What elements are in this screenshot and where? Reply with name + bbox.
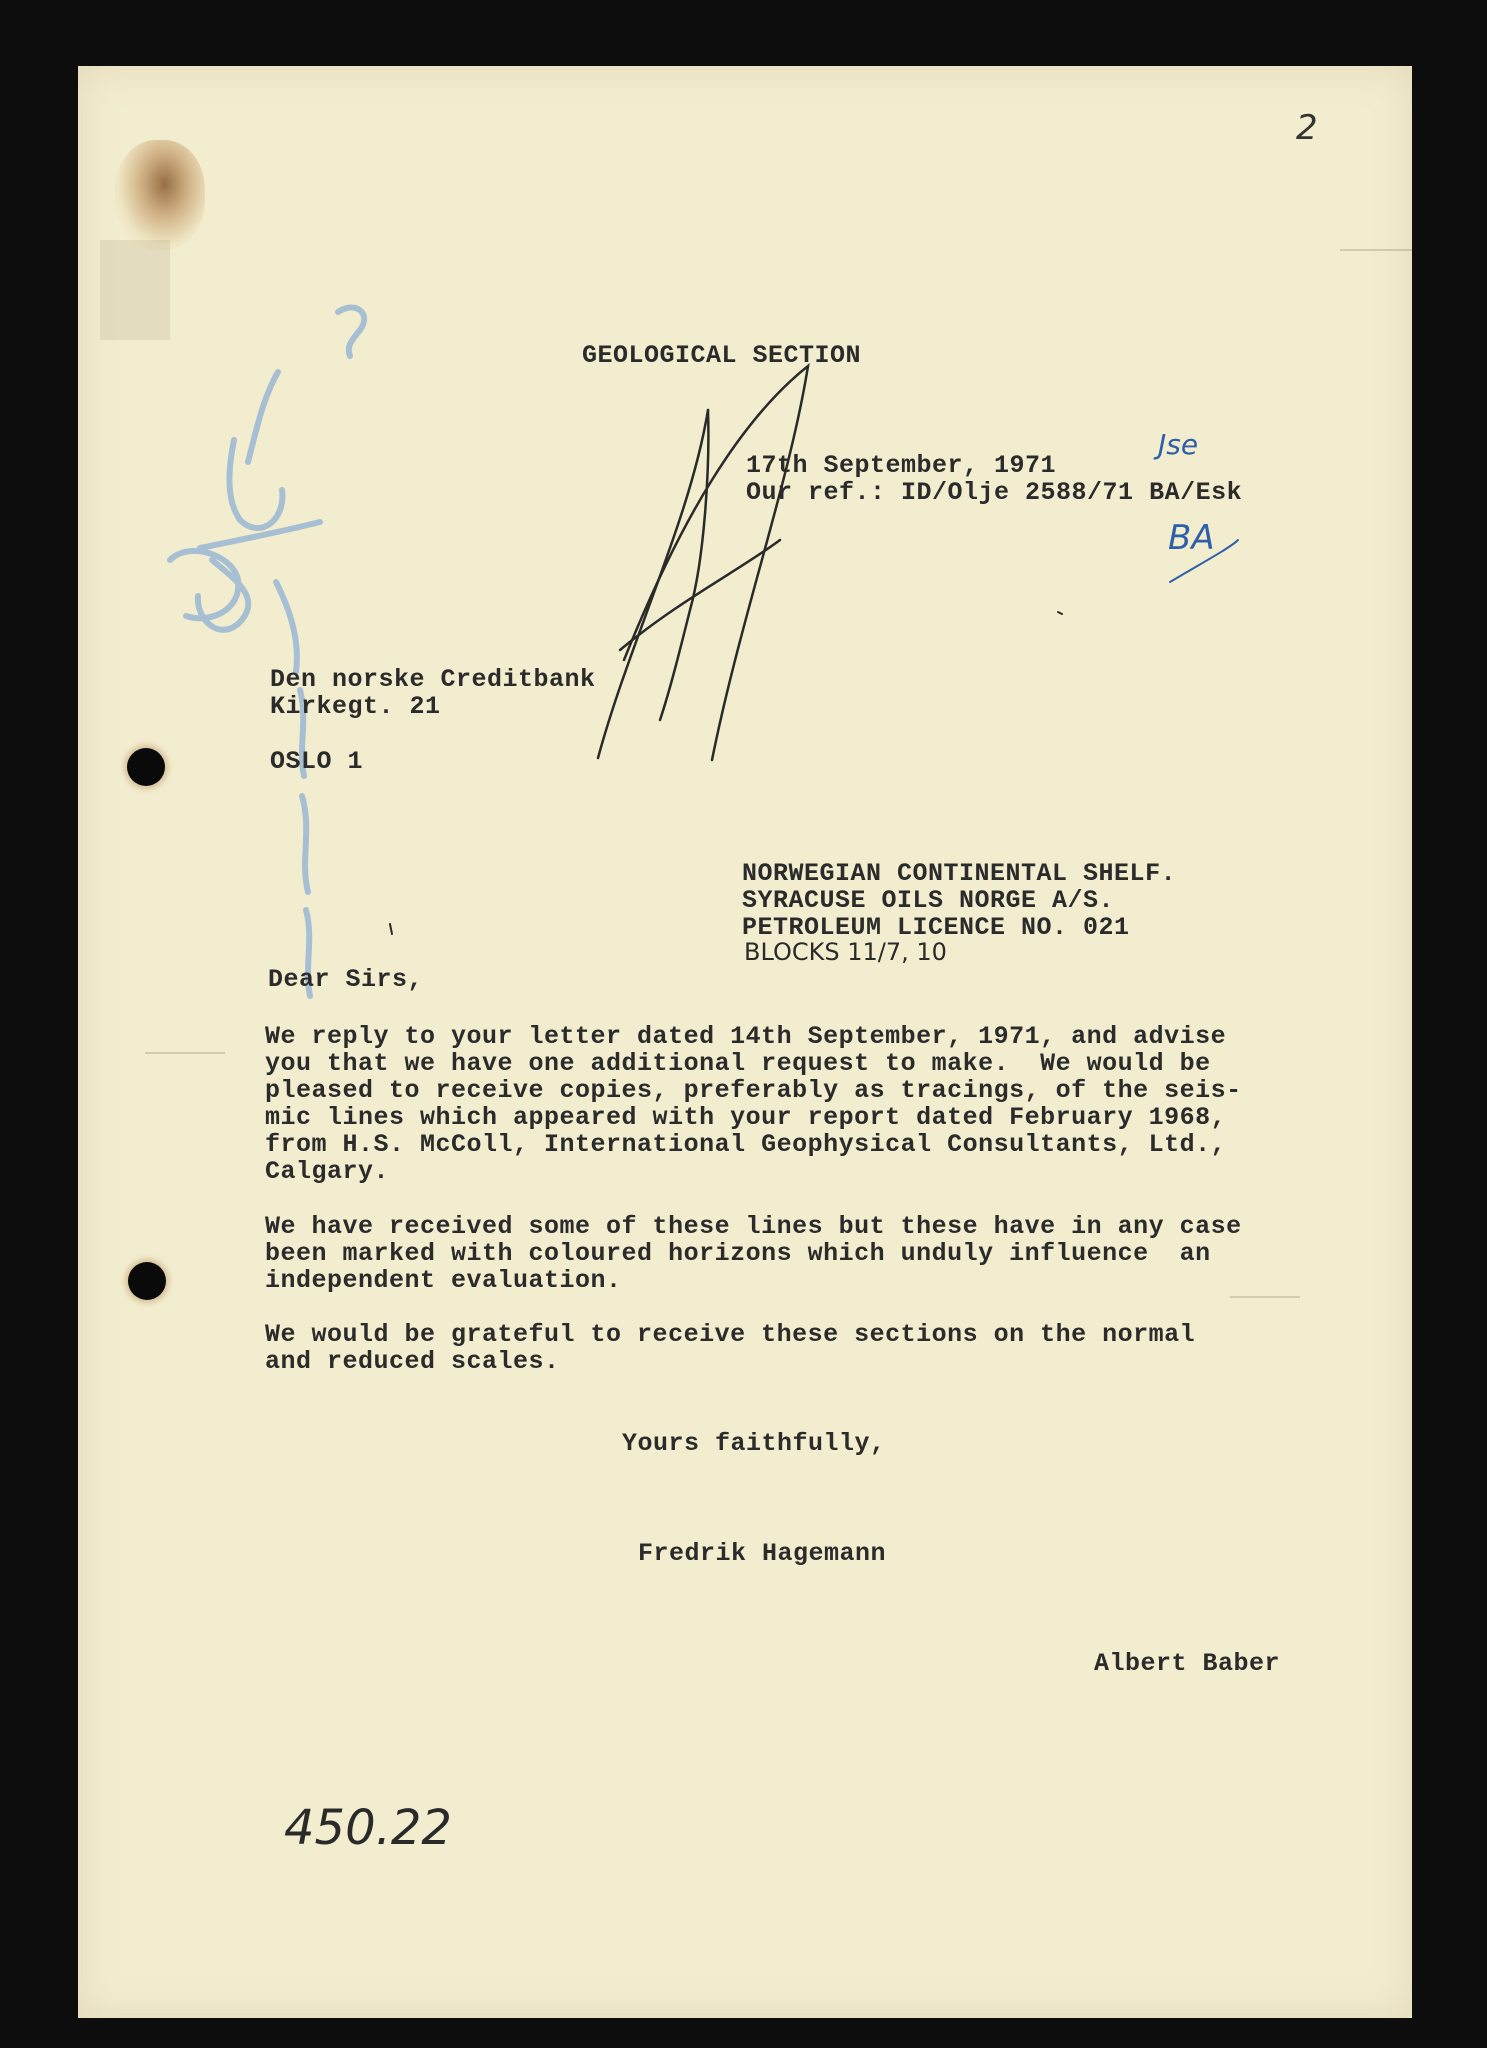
body-line: mic lines which appeared with your report dated February 1968, [265,1103,1227,1132]
body-line: from H.S. McColl, International Geophysical Consultants, Ltd., [265,1130,1227,1159]
file-number-annotation: 450.22 [284,1800,452,1856]
black-initial-signature [598,366,808,760]
blue-initials-jse: Jse [1158,428,1199,461]
body-line: you that we have one additional request to make. We would be [265,1049,1211,1078]
body-line: Calgary. [265,1157,390,1186]
recipient-street: Kirkegt. 21 [270,692,441,721]
body-line: We reply to your letter dated 14th September, 1971, and advise [265,1022,1227,1051]
section-heading: GEOLOGICAL SECTION [582,341,862,370]
body-line: We would be grateful to receive these sections on the normal [265,1320,1196,1349]
body-line: been marked with coloured horizons which unduly influence an [265,1239,1211,1268]
body-line: pleased to receive copies, preferably as tracings, of the seis- [265,1076,1242,1105]
subject-line-1: NORWEGIAN CONTINENTAL SHELF. [742,859,1177,888]
recipient-city: OSLO 1 [270,747,364,776]
recipient-name: Den norske Creditbank [270,665,596,694]
subject-line-2: SYRACUSE OILS NORGE A/S. [742,886,1115,915]
body-line: independent evaluation. [265,1266,622,1295]
signatory-first: Fredrik Hagemann [638,1539,887,1568]
letter-date: 17th September, 1971 [746,451,1057,480]
subject-line-3: PETROLEUM LICENCE NO. 021 [742,913,1130,942]
body-line: We have received some of these lines but these have in any case [265,1212,1242,1241]
salutation: Dear Sirs, [268,965,424,994]
complimentary-close: Yours faithfully, [622,1429,886,1458]
body-line: and reduced scales. [265,1347,560,1376]
reference-line: Our ref.: ID/Olje 2588/71 BA/Esk [746,478,1243,507]
signatory-second: Albert Baber [1094,1649,1281,1678]
blue-initials-ba: BA [1168,518,1215,558]
blue-pencil-scrawl [170,307,364,996]
handwritten-blocks-note: BLOCKS 11/7, 10 [744,938,947,966]
page-number-annotation: 2 [1296,108,1318,148]
